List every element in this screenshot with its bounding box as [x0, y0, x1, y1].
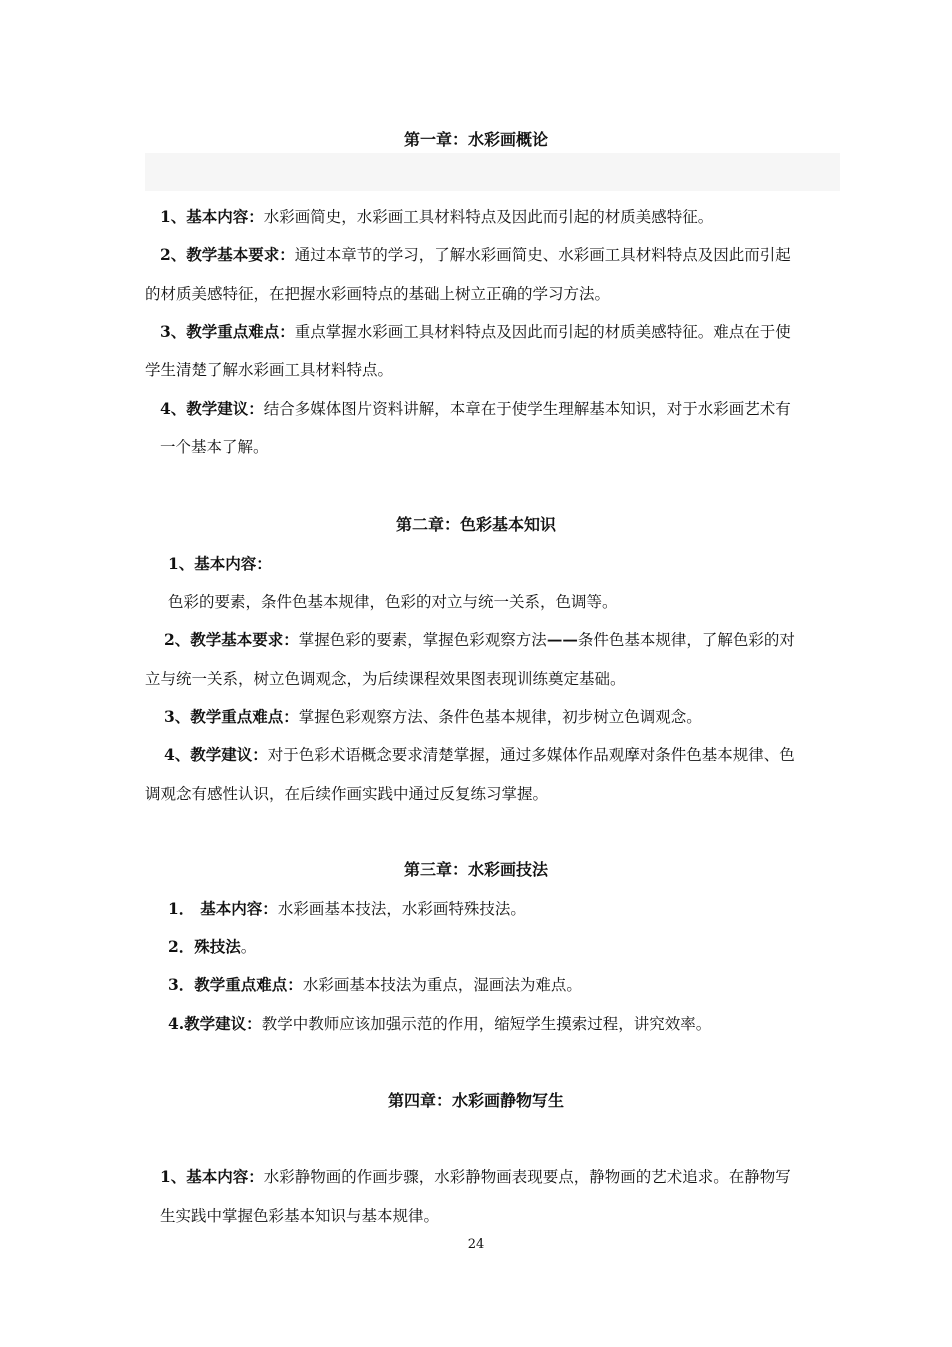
ch3-item-4	[168, 1013, 711, 1035]
shaded-band	[145, 153, 840, 191]
ch1-item-4	[160, 398, 791, 420]
ch2-item-2-label: 2、教学基本要求：	[164, 630, 299, 649]
ch4-item-1	[160, 1166, 791, 1188]
ch3-item-3-label: 教学重点难点：	[194, 975, 303, 994]
ch4-item-1-label: 1、基本内容：	[160, 1167, 264, 1186]
chapter-2-title: 第二章：色彩基本知识	[395, 515, 556, 534]
ch2-item-2-dash: ——	[546, 630, 578, 649]
ch1-item-4-text: 结合多媒体图片资料讲解，本章在于使学生理解基本知识，对于水彩画艺术有	[263, 400, 791, 418]
ch3-item-1-num: 1．	[168, 899, 195, 918]
ch3-item-3	[168, 974, 582, 996]
ch2-item-4	[164, 744, 795, 766]
ch2-item-3	[164, 706, 702, 728]
ch3-item-2-label: 2．殊技法	[168, 937, 241, 956]
ch2-item-4-label: 4、教学建议：	[164, 745, 268, 764]
ch4-item-1-cont: 生实践中掌握色彩基本知识与基本规律。	[160, 1207, 440, 1225]
ch2-item-2	[164, 629, 795, 651]
ch3-item-1	[168, 898, 526, 920]
ch1-item-3-text: 重点掌握水彩画工具材料特点及因此而引起的材质美感特征。难点在于使	[294, 323, 791, 341]
ch1-item-3	[160, 321, 791, 343]
ch1-item-1-label: 1、基本内容：	[160, 207, 264, 226]
ch2-item-2-cont: 立与统一关系，树立色调观念，为后续课程效果图表现训练奠定基础。	[145, 670, 626, 688]
ch3-item-3-text: 水彩画基本技法为重点，湿画法为难点。	[302, 976, 582, 994]
ch2-item-2-text-b: 条件色基本规律，了解色彩的对	[577, 631, 795, 649]
ch3-item-2	[168, 936, 256, 958]
ch2-item-1-text: 色彩的要素，条件色基本规律，色彩的对立与统一关系，色调等。	[168, 593, 618, 611]
ch2-item-2-text-a: 掌握色彩的要素，掌握色彩观察方法	[298, 631, 547, 649]
ch1-item-1	[160, 206, 713, 228]
ch1-item-2-label: 2、教学基本要求：	[160, 245, 295, 264]
ch2-item-4-text: 对于色彩术语概念要求清楚掌握，通过多媒体作品观摩对条件色基本规律、色	[267, 746, 795, 764]
ch3-item-3-num: 3．	[168, 975, 195, 994]
ch2-item-3-text: 掌握色彩观察方法、条件色基本规律，初步树立色调观念。	[298, 708, 702, 726]
chapter-1-title: 第一章：水彩画概论	[403, 130, 548, 149]
ch3-item-2-text: 。	[240, 938, 257, 956]
ch1-item-2	[160, 244, 791, 266]
ch3-item-4-label: 4.教学建议：	[168, 1014, 262, 1033]
ch1-item-3-label: 3、教学重点难点：	[160, 322, 295, 341]
ch1-item-2-cont: 的材质美感特征，在把握水彩画特点的基础上树立正确的学习方法。	[145, 285, 611, 303]
ch2-item-4-cont: 调观念有感性认识，在后续作画实践中通过反复练习掌握。	[145, 785, 549, 803]
ch3-item-1-text: 水彩画基本技法，水彩画特殊技法。	[277, 900, 526, 918]
ch1-item-1-text: 水彩画简史，水彩画工具材料特点及因此而引起的材质美感特征。	[263, 208, 714, 226]
ch3-item-4-text: 教学中教师应该加强示范的作用，缩短学生摸索过程，讲究效率。	[261, 1015, 712, 1033]
ch2-item-1-label: 1、基本内容：	[168, 554, 272, 573]
chapter-4-title: 第四章：水彩画静物写生	[387, 1091, 564, 1110]
chapter-3-title: 第三章：水彩画技法	[403, 860, 548, 879]
ch1-item-3-cont: 学生清楚了解水彩画工具材料特点。	[145, 361, 394, 379]
ch1-item-4-label: 4、教学建议：	[160, 399, 264, 418]
ch4-item-1-text: 水彩静物画的作画步骤，水彩静物画表现要点，静物画的艺术追求。在静物写	[263, 1168, 791, 1186]
page-number: 24	[467, 1237, 485, 1252]
ch3-item-1-label: 基本内容：	[200, 899, 278, 918]
ch1-item-4-cont: 一个基本了解。	[160, 438, 269, 456]
ch2-item-1	[168, 553, 272, 575]
ch2-item-3-label: 3、教学重点难点：	[164, 707, 299, 726]
ch1-item-2-text: 通过本章节的学习，了解水彩画简史、水彩画工具材料特点及因此而引起	[294, 246, 791, 264]
